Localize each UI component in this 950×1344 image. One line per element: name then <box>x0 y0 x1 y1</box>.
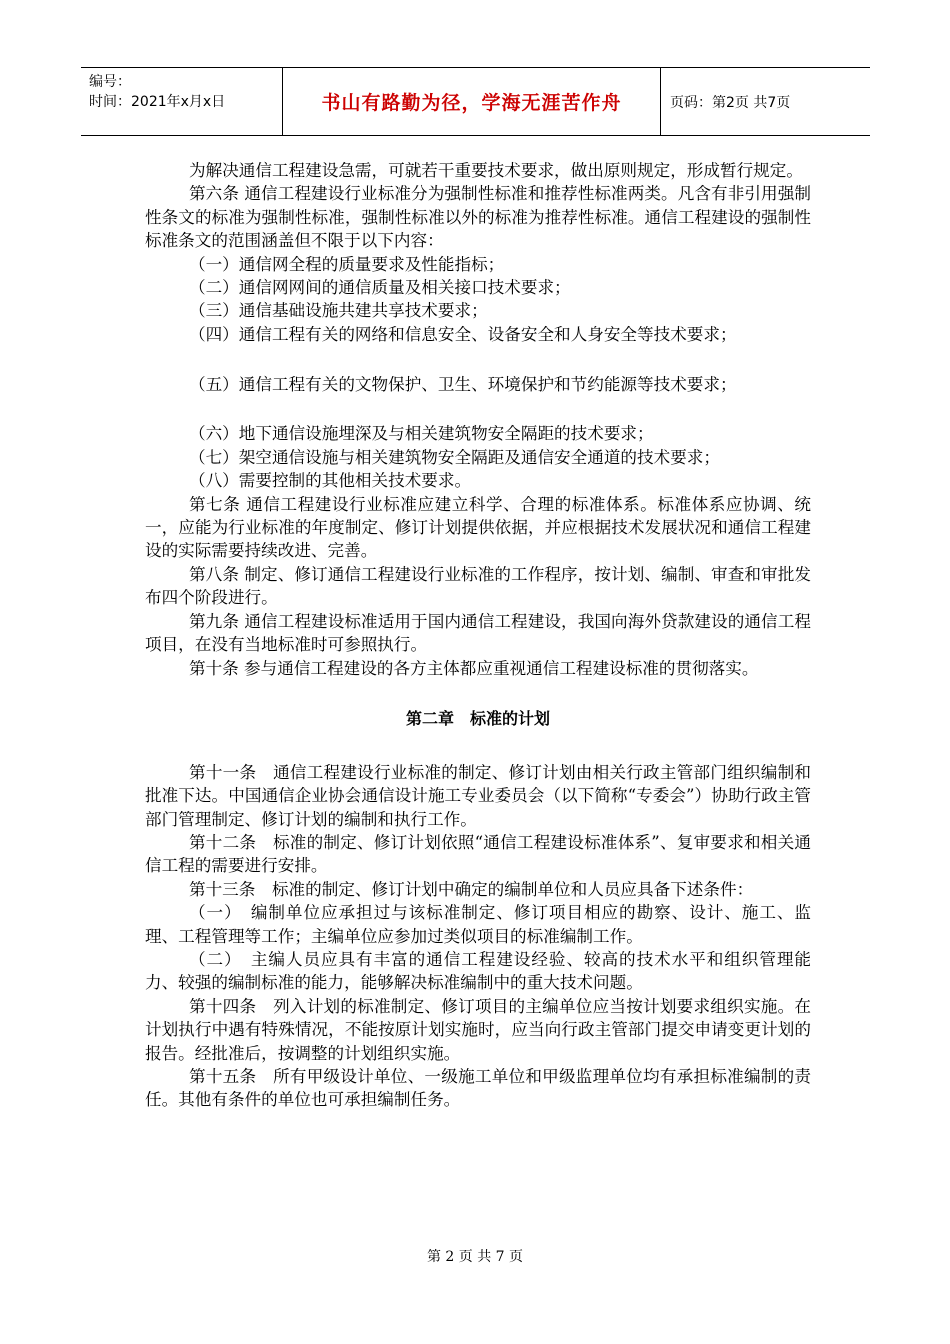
list-item: （三）通信基础设施共建共享技术要求； <box>189 301 488 321</box>
article-11: 第十一条 通信工程建设行业标准的制定、修订计划由相关行政主管部门组织编制和批准下达。中国通信企业协会通信设计施工专业委员会（以下简称“专委会”）协助行政主管部门管理制定、修订计划的编制和执行工作。 <box>145 762 811 829</box>
document-time-label: 时间：2021年x月x日 <box>89 94 226 110</box>
document-body <box>145 159 811 1112</box>
list-item: （一） 编制单位应承担过与该标准制定、修订项目相应的勘察、设计、施工、监理、工程管理等工作；主编单位应参加过类似项目的标准编制工作。 <box>145 903 811 946</box>
list-item: （六）地下通信设施埋深及与相关建筑物安全隔距的技术要求； <box>189 424 654 444</box>
article-13: 第十三条 标准的制定、修订计划中确定的编制单位和人员应具备下述条件： <box>189 879 754 899</box>
list-item: （五）通信工程有关的文物保护、卫生、环境保护和节约能源等技术要求； <box>189 374 737 394</box>
header-motto: 书山有路勤为径，学海无涯苦作舟 <box>283 68 661 135</box>
article-7: 第七条 通信工程建设行业标准应建立科学、合理的标准体系。标准体系应协调、统一，应能为行业标准的年度制定、修订计划提供依据，并应根据技术发展状况和通信工程建设的实际需要持续改进、完善。 <box>145 494 811 561</box>
article-15: 第十五条 所有甲级设计单位、一级施工单位和甲级监理单位均有承担标准编制的责任。其他有条件的单位也可承担编制任务。 <box>145 1066 811 1110</box>
header-table <box>81 67 870 136</box>
article-10: 第十条 参与通信工程建设的各方主体都应重视通信工程建设标准的贯彻落实。 <box>189 658 759 678</box>
list-item: （八）需要控制的其他相关技术要求。 <box>189 471 472 491</box>
article-14: 第十四条 列入计划的标准制定、修订项目的主编单位应当按计划要求组织实施。在计划执行中遇有特殊情况，不能按原计划实施时，应当向行政主管部门提交申请变更计划的报告。经批准后，按调整的计划组织实施。 <box>145 996 811 1063</box>
list-item: （二） 主编人员应具有丰富的通信工程建设经验、较高的技术水平和组织管理能力、较强的编制标准的能力，能够解决标准编制中的重大技术问题。 <box>145 949 811 993</box>
header-meta <box>81 68 283 135</box>
list-item: （一）通信网全程的质量要求及性能指标； <box>189 254 505 274</box>
list-item: （二）通信网网间的通信质量及相关接口技术要求； <box>189 278 571 298</box>
article-8: 第八条 制定、修订通信工程建设行业标准的工作程序，按计划、编制、审查和审批发布四个阶段进行。 <box>145 564 811 608</box>
chapter-title: 第二章 标准的计划 <box>405 709 550 729</box>
article-12: 第十二条 标准的制定、修订计划依照“通信工程建设标准体系”、复审要求和相关通信工程的需要进行安排。 <box>145 832 811 876</box>
article-6: 第六条 通信工程建设行业标准分为强制性标准和推荐性标准两类。凡含有非引用强制性条文的标准为强制性标准，强制性标准以外的标准为推荐性标准。通信工程建设的强制性标准条文的范围涵盖但不限于以下内容： <box>145 184 811 251</box>
list-item: （四）通信工程有关的网络和信息安全、设备安全和人身安全等技术要求； <box>189 324 737 344</box>
article-9: 第九条 通信工程建设标准适用于国内通信工程建设，我国向海外贷款建设的通信工程项目，在没有当地标准时可参照执行。 <box>145 611 811 655</box>
header-page-code: 页码：第2页 共7页 <box>670 94 791 111</box>
page-footer: 第 2 页 共 7 页 <box>426 1249 524 1265</box>
paragraph: 为解决通信工程建设急需，可就若干重要技术要求，做出原则规定，形成暂行规定。 <box>189 161 803 180</box>
document-number-label: 编号： <box>89 74 131 90</box>
list-item: （七）架空通信设施与相关建筑物安全隔距及通信安全通道的技术要求； <box>189 447 720 467</box>
